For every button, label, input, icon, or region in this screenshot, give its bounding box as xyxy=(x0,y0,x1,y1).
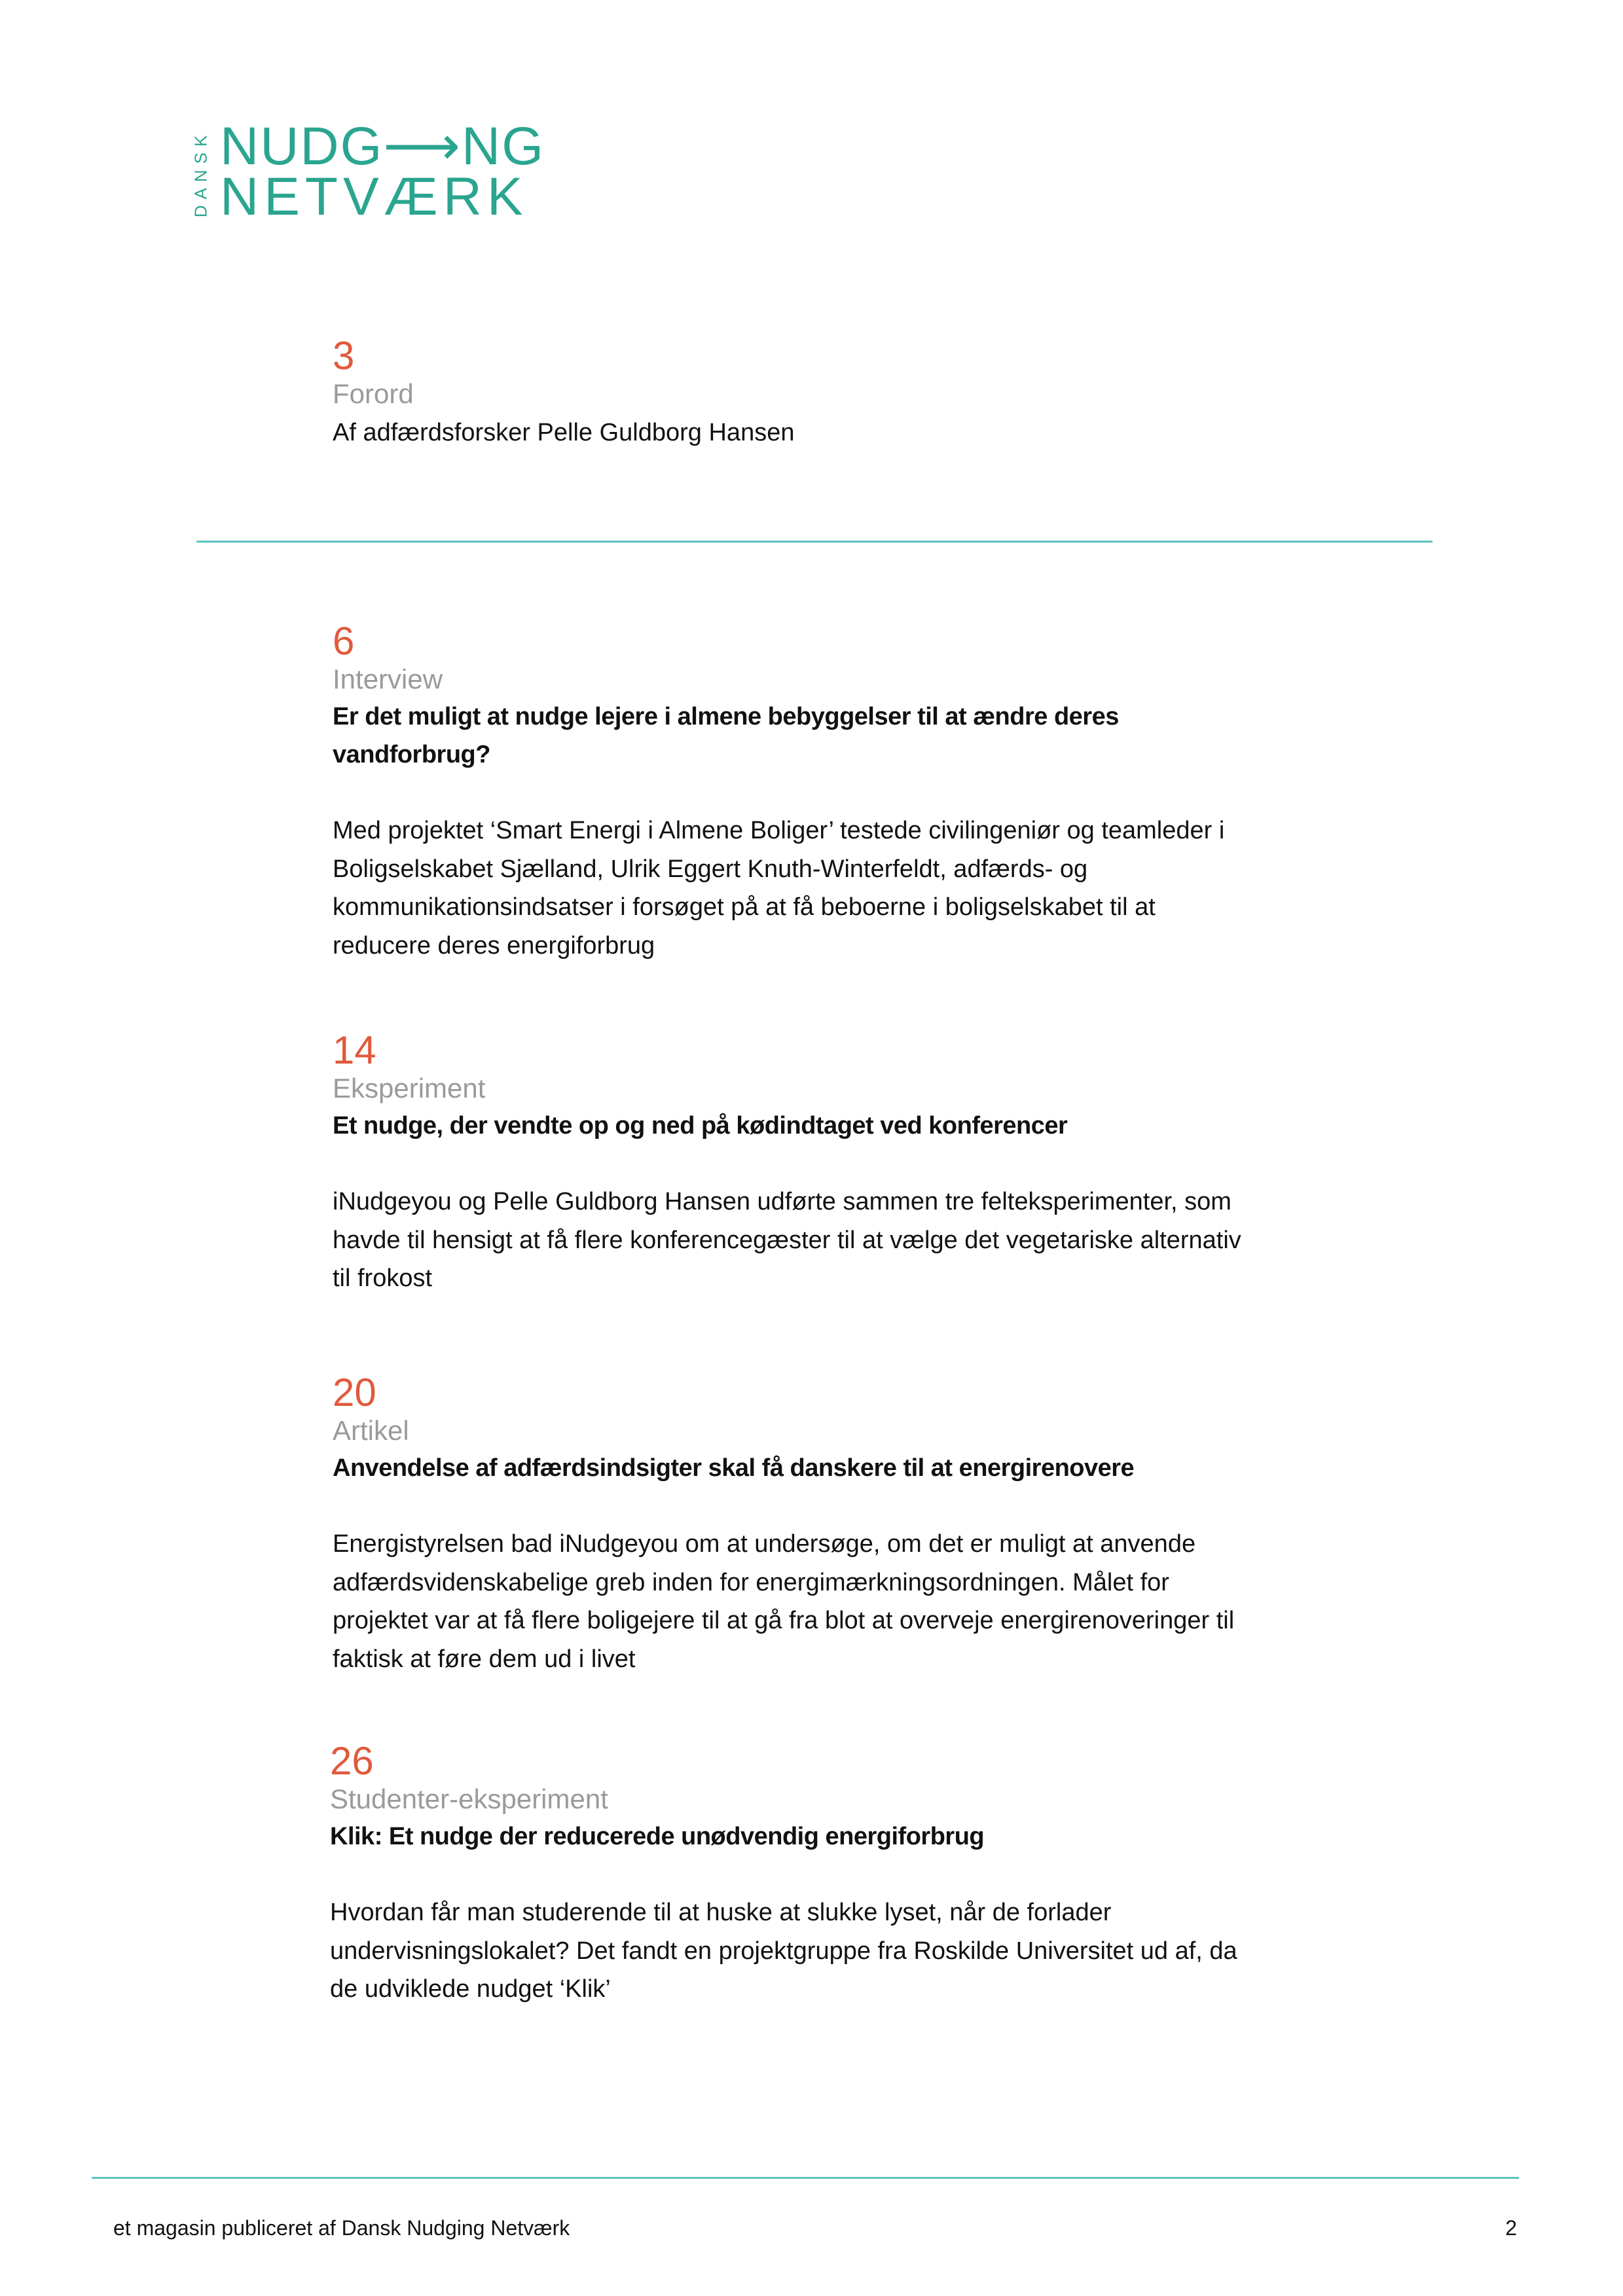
toc-description: Med projektet ‘Smart Energi i Almene Boliger’ testede civilingeniør og teamleder i Boligselskabet Sjælland, Ulrik Eggert Knuth-Winterfeldt, adfærds- og kommunikationsindsatser i forsøget på at få beboerne i boligselskabet til at reducere deres energiforbrug xyxy=(333,817,1225,960)
toc-category: Interview xyxy=(333,664,443,694)
toc-entry-studenter-eksperiment[interactable] xyxy=(330,1740,1279,2009)
logo-dansk-text: DANSK xyxy=(191,129,211,218)
logo-line-netvaerk: NETVÆRK xyxy=(220,167,528,226)
toc-page-number: 20 xyxy=(333,1371,376,1414)
section-divider xyxy=(196,541,1432,543)
toc-page-number: 3 xyxy=(333,334,355,378)
toc-title: Er det muligt at nudge lejere i almene bebyggelser til at ændre deres vandforbrug? xyxy=(333,703,1119,768)
toc-description: Energistyrelsen bad iNudgeyou om at undersøge, om det er muligt at anvende adfærdsvidenskabelige greb inden for energimærkningsordningen. Målet for projektet var at få flere boligejere til at gå fra blot at overveje energirenoveringer til faktisk at føre dem ud i livet xyxy=(333,1530,1235,1673)
toc-description: iNudgeyou og Pelle Guldborg Hansen udførte sammen tre felteksperimenter, som havde til hensigt at få flere konferencegæster til at vælge det vegetariske alternativ til frokost xyxy=(333,1188,1241,1292)
toc-entry-artikel[interactable] xyxy=(333,1372,1282,1678)
toc-page-number: 6 xyxy=(333,619,355,663)
toc-title: Af adfærdsforsker Pelle Guldborg Hansen xyxy=(333,419,795,446)
logo-line-nudging: NUDG⟶NG xyxy=(220,117,545,176)
toc-title: Et nudge, der vendte op og ned på kødindtaget ved konferencer xyxy=(333,1112,1068,1139)
toc-description: Hvordan får man studerende til at huske at slukke lyset, når de forlader undervisningslokalet? Det fandt en projektgruppe fra Roskilde Universitet ud af, da de udviklede nudget ‘Klik’ xyxy=(330,1899,1237,2003)
toc-entry-interview[interactable] xyxy=(333,620,1282,965)
toc-title: Klik: Et nudge der reducerede unødvendig energiforbrug xyxy=(330,1823,985,1850)
toc-category: Studenter-eksperiment xyxy=(330,1784,608,1814)
toc-category: Forord xyxy=(333,378,414,409)
toc-page-number: 14 xyxy=(333,1028,376,1072)
toc-category: Eksperiment xyxy=(333,1073,486,1103)
toc-entry-eksperiment[interactable] xyxy=(333,1030,1282,1298)
footer-page-number: 2 xyxy=(1505,2216,1517,2240)
footer-publisher-text: et magasin publiceret af Dansk Nudging Netværk xyxy=(113,2216,570,2240)
footer-divider xyxy=(92,2177,1519,2179)
toc-page-number: 26 xyxy=(330,1739,374,1783)
toc-entry-forord[interactable] xyxy=(333,335,1282,452)
toc-title: Anvendelse af adfærdsindsigter skal få danskere til at energirenovere xyxy=(333,1454,1135,1482)
toc-category: Artikel xyxy=(333,1415,409,1446)
